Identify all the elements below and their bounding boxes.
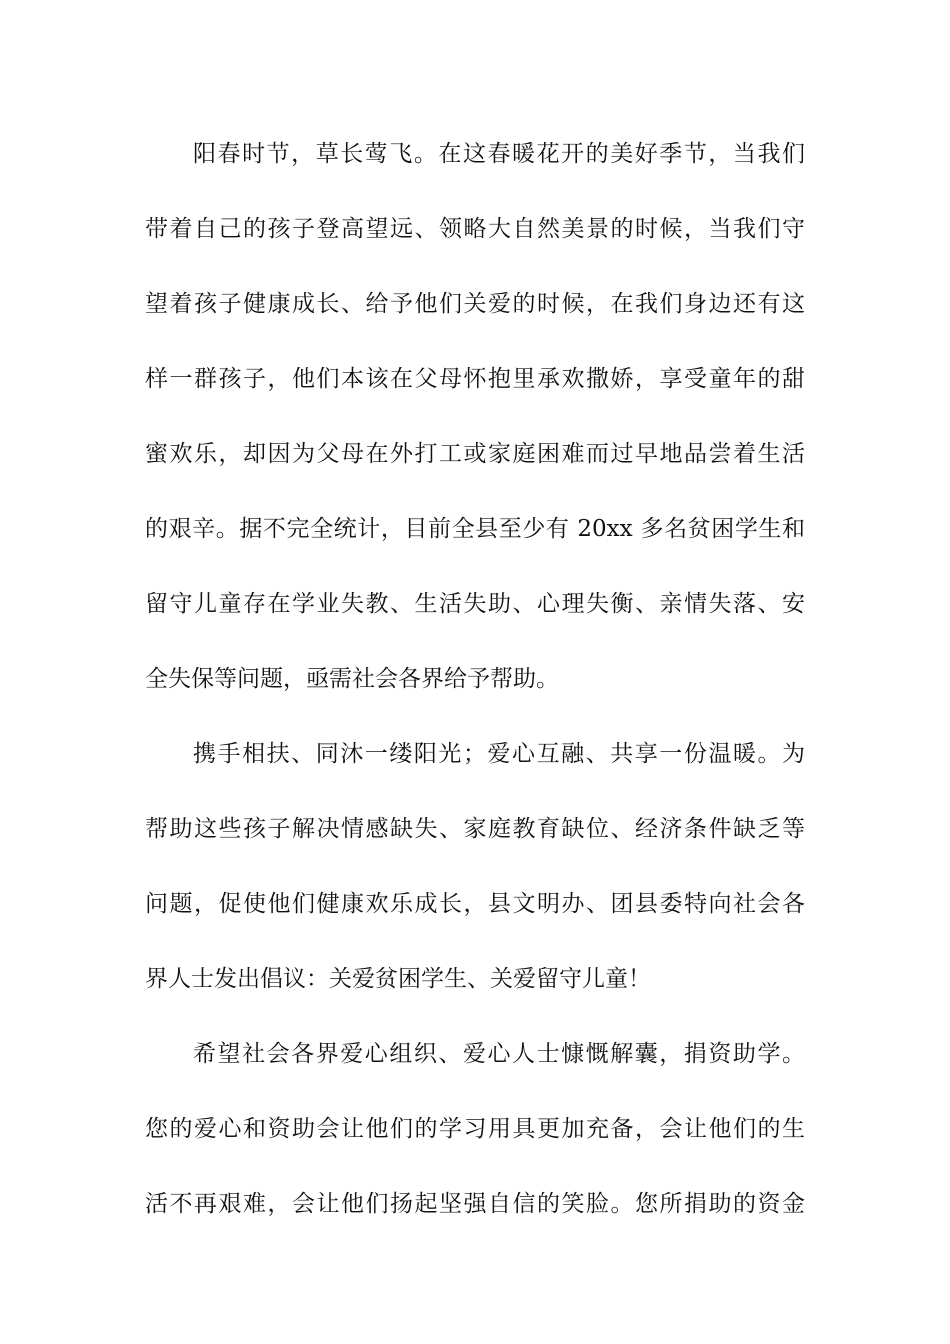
paragraph-2-line-3: 问题，促使他们健康欢乐成长，县文明办、团县委特向社会各 [145,891,805,917]
paragraph-2-line-4: 界人士发出倡议：关爱贫困学生、关爱留守儿童！ [145,966,651,992]
paragraph-2-line-1: 携手相扶、同沐一缕阳光；爱心互融、共享一份温暖。为 [193,741,805,767]
paragraph-1-line-2: 带着自己的孩子登高望远、领略大自然美景的时候，当我们守 [145,216,805,242]
paragraph-1-line-1: 阳春时节，草长莺飞。在这春暖花开的美好季节，当我们 [193,141,805,167]
paragraph-3-line-3: 活不再艰难，会让他们扬起坚强自信的笑脸。您所捐助的资金 [145,1191,805,1217]
paragraph-3-line-1: 希望社会各界爱心组织、爱心人士慷慨解囊，捐资助学。 [193,1041,805,1067]
paragraph-1-line-3: 望着孩子健康成长、给予他们关爱的时候，在我们身边还有这 [145,291,805,317]
paragraph-1-line-5: 蜜欢乐，却因为父母在外打工或家庭困难而过早地品尝着生活 [145,441,805,467]
paragraph-1-line-7: 留守儿童存在学业失教、生活失助、心理失衡、亲情失落、安 [145,591,805,617]
paragraph-1-line-6: 的艰辛。据不完全统计，目前全县至少有 20xx 多名贫困学生和 [145,516,805,542]
paragraph-1-line-8: 全失保等问题，亟需社会各界给予帮助。 [145,666,559,692]
paragraph-1-line-4: 样一群孩子，他们本该在父母怀抱里承欢撒娇，享受童年的甜 [145,366,805,392]
paragraph-3-line-2: 您的爱心和资助会让他们的学习用具更加充备，会让他们的生 [145,1116,805,1142]
paragraph-2-line-2: 帮助这些孩子解决情感缺失、家庭教育缺位、经济条件缺乏等 [145,816,805,842]
